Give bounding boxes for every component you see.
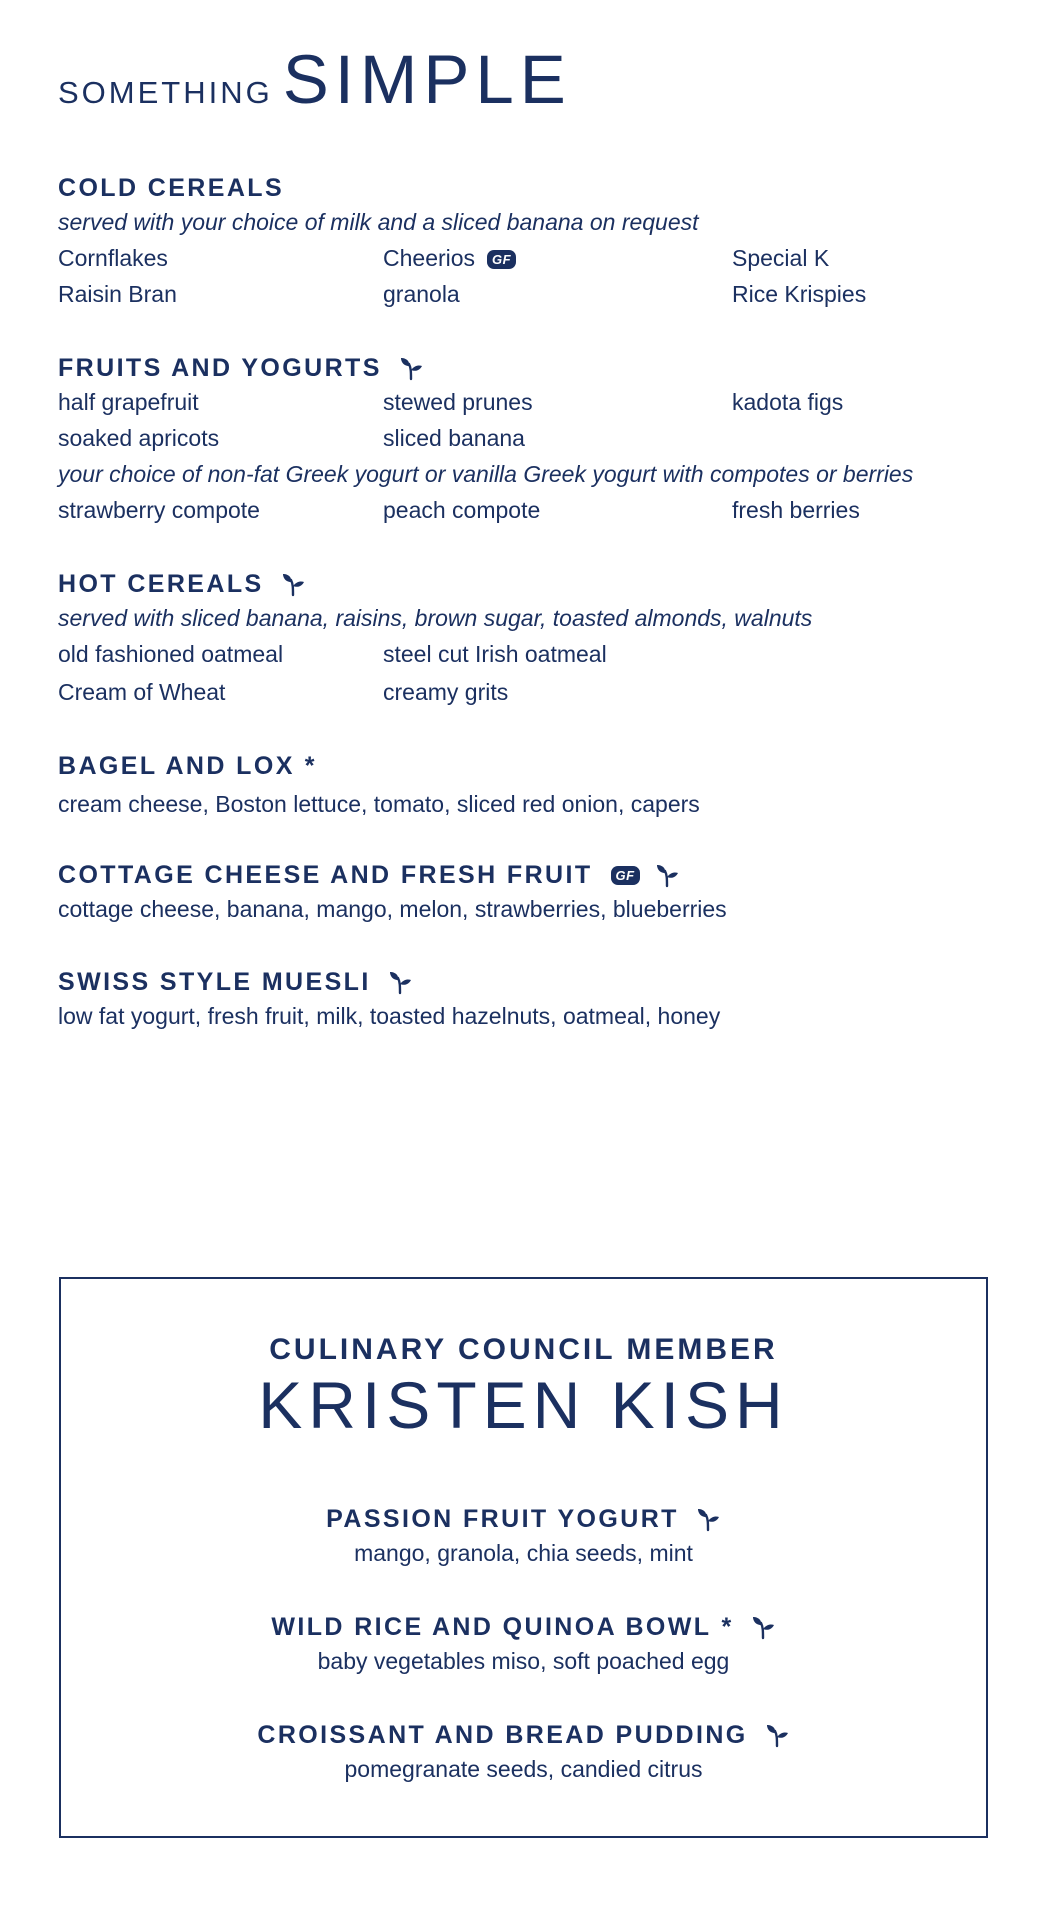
council-member-name: KRISTEN KISH (258, 1368, 789, 1442)
council-item-description: baby vegetables miso, soft poached egg (317, 1648, 730, 1674)
sprout-icon (695, 1506, 721, 1532)
section-heading (58, 750, 1018, 782)
raw-food-asterisk: * (721, 1613, 734, 1641)
section-cottage-cheese (58, 859, 1018, 927)
section-description: cream cheese, Boston lettuce, tomato, sliced red onion, capers (58, 791, 700, 817)
culinary-council-box (59, 1277, 988, 1838)
section-heading (58, 352, 1018, 384)
menu-item: Rice Krispies (732, 281, 867, 307)
section-title: SWISS STYLE MUESLI (58, 968, 371, 996)
menu-item: Cornflakes (58, 245, 168, 271)
menu-item: half grapefruit (58, 389, 199, 415)
council-item (61, 1611, 986, 1679)
council-item-heading (61, 1503, 986, 1535)
menu-item: strawberry compote (58, 497, 260, 523)
sprout-icon (764, 1722, 790, 1748)
menu-item-with-badge (383, 240, 516, 276)
section-title: HOT CEREALS (58, 570, 264, 598)
section-note: served with your choice of milk and a sliced banana on request (58, 209, 699, 235)
council-item (61, 1503, 986, 1571)
section-description: low fat yogurt, fresh fruit, milk, toasted hazelnuts, oatmeal, honey (58, 1003, 721, 1029)
menu-row (58, 420, 1018, 456)
section-note: served with sliced banana, raisins, brown sugar, toasted almonds, walnuts (58, 605, 813, 631)
page-title-small: SOMETHING (58, 75, 273, 110)
menu-item: stewed prunes (383, 389, 533, 415)
section-heading (58, 568, 1018, 600)
gf-badge-icon: GF (611, 866, 640, 885)
menu-row (58, 492, 1018, 528)
menu-item: old fashioned oatmeal (58, 641, 284, 667)
menu-item: Cream of Wheat (58, 679, 226, 705)
section-fruits-yogurts (58, 352, 1018, 528)
menu-row (58, 636, 1018, 672)
page-title (58, 40, 572, 119)
menu-item: Special K (732, 245, 830, 271)
council-item-title: PASSION FRUIT YOGURT (326, 1505, 679, 1533)
sprout-icon (387, 969, 413, 995)
menu-item: sliced banana (383, 425, 525, 451)
section-heading (58, 172, 1018, 204)
sprout-icon (398, 355, 424, 381)
council-label: CULINARY COUNCIL MEMBER (269, 1333, 778, 1366)
section-description: cottage cheese, banana, mango, melon, strawberries, blueberries (58, 896, 727, 922)
menu-row (58, 240, 1018, 276)
menu-item: soaked apricots (58, 425, 220, 451)
menu-row (58, 672, 1018, 710)
council-item-title: WILD RICE AND QUINOA BOWL (271, 1613, 712, 1641)
section-heading (58, 859, 1018, 891)
menu-item-label: Cheerios (383, 245, 476, 271)
menu-item: peach compote (383, 497, 541, 523)
council-item-heading (61, 1611, 986, 1643)
section-title: BAGEL AND LOX (58, 752, 295, 780)
menu-row (58, 276, 1018, 312)
sprout-icon (280, 571, 306, 597)
section-note: your choice of non-fat Greek yogurt or vanilla Greek yogurt with compotes or berries (58, 461, 914, 487)
council-item (61, 1719, 986, 1787)
section-muesli (58, 966, 1018, 1034)
section-cold-cereals (58, 172, 1018, 312)
menu-item: kadota figs (732, 389, 844, 415)
council-item-heading (61, 1719, 986, 1751)
menu-item: Raisin Bran (58, 281, 177, 307)
section-heading (58, 966, 1018, 998)
sprout-icon (654, 862, 680, 888)
section-title: COLD CEREALS (58, 174, 285, 202)
section-bagel-lox (58, 750, 1018, 822)
section-title: FRUITS AND YOGURTS (58, 354, 382, 382)
council-item-title: CROISSANT AND BREAD PUDDING (257, 1721, 748, 1749)
menu-item: creamy grits (383, 679, 509, 705)
page-title-large: SIMPLE (282, 41, 572, 118)
council-item-description: mango, granola, chia seeds, mint (354, 1540, 693, 1566)
sprout-icon (750, 1614, 776, 1640)
council-item-description: pomegranate seeds, candied citrus (344, 1756, 703, 1782)
menu-item: granola (383, 281, 460, 307)
raw-food-asterisk: * (304, 752, 317, 780)
section-hot-cereals (58, 568, 1018, 710)
gf-badge-icon: GF (487, 250, 516, 269)
menu-item: steel cut Irish oatmeal (383, 641, 607, 667)
menu-row (58, 384, 1018, 420)
section-title: COTTAGE CHEESE AND FRESH FRUIT (58, 861, 593, 889)
menu-item: fresh berries (732, 497, 860, 523)
